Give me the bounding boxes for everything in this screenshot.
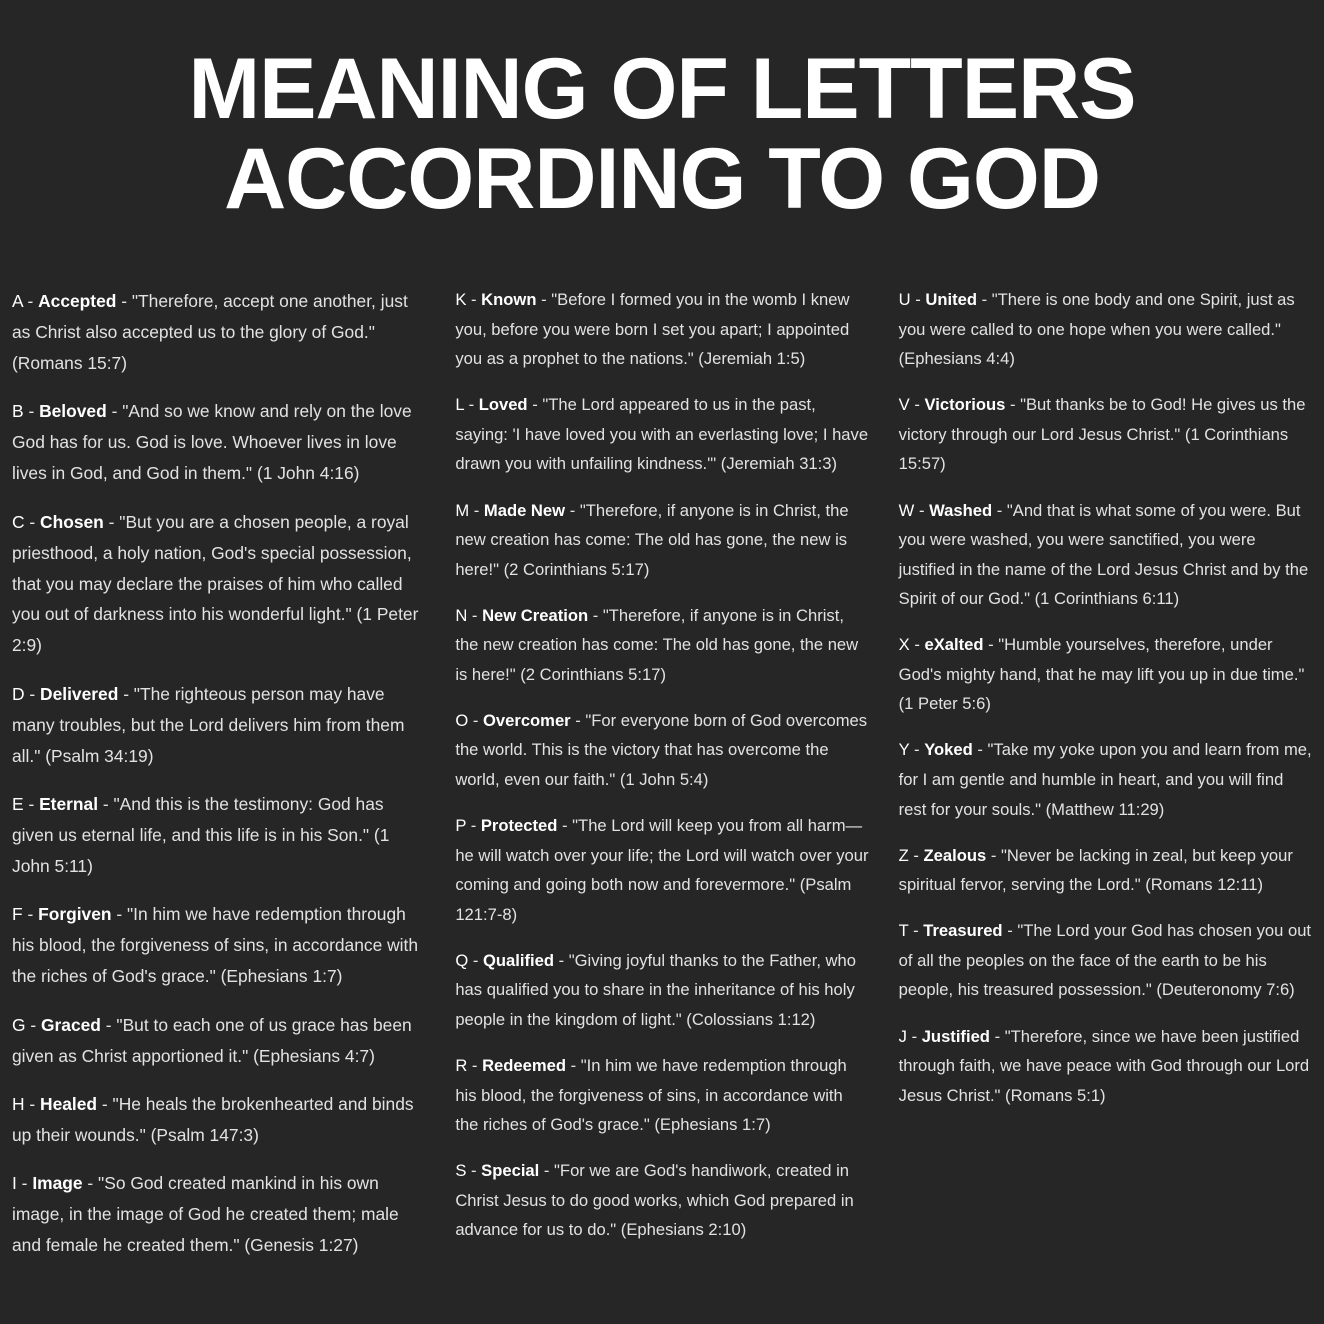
entry-n: N - New Creation - "Therefore, if anyone is in Christ, the new creation has come: The old has gone, the new is here!" (2 Corinthians 5:17) bbox=[455, 605, 859, 684]
entry-word: Beloved bbox=[39, 401, 107, 422]
entry-letter: W bbox=[898, 500, 915, 520]
entry-letter: L bbox=[455, 395, 464, 415]
entry-verse: - "The righteous person may have many troubles, but the Lord delivers him from them all." (Psalm 34:19) bbox=[12, 683, 405, 766]
entry-letter: G bbox=[12, 1014, 26, 1035]
entry-word: Eternal bbox=[39, 794, 99, 815]
entry-verse: - "Before I formed you in the womb I knew you, before you were born I set you apart; I appointed you as a prophet to the nations." (Jeremiah 1:5) bbox=[455, 290, 850, 369]
entry-verse: - "Take my yoke upon you and learn from me, for I am gentle and humble in heart, and you will find rest for your souls." (Matthew 11:29) bbox=[898, 740, 1312, 819]
entry-x: X - eXalted - "Humble yourselves, therefore, under God's mighty hand, that he may lift you up in due time." (1 Peter 5:6) bbox=[898, 635, 1305, 714]
entry-word: Zealous bbox=[923, 845, 987, 865]
entry-verse: - "For everyone born of God overcomes the world. This is the victory that has overcome the world, even our faith." (1 John 5:4) bbox=[455, 710, 868, 789]
entry-letter: J bbox=[898, 1026, 907, 1046]
entries-columns bbox=[0, 225, 1324, 1279]
entry-word: Redeemed bbox=[482, 1056, 566, 1076]
entry-verse: - "And that is what some of you were. But you were washed, you were sanctified, you were justified in the name of the Lord Jesus Christ and by the Spirit of our God." (1 Corinthians 6:11) bbox=[898, 500, 1309, 609]
entry-u: U - United - "There is one body and one Spirit, just as you were called to one hope when you were called." (Ephesians 4:4) bbox=[898, 290, 1295, 369]
entry-letter: Q bbox=[455, 950, 469, 970]
entry-w: W - Washed - "And that is what some of you were. But you were washed, you were sanctified, you were justified in the name of the Lord Jesus Christ and by the Spirit of our God." (1 Corinthians 6:11) bbox=[898, 500, 1309, 609]
entry-a: A - Accepted - "Therefore, accept one another, just as Christ also accepted us to the glory of God." (Romans 15:7) bbox=[12, 290, 408, 373]
entry-verse: - "Never be lacking in zeal, but keep your spiritual fervor, serving the Lord." (Romans 12:11) bbox=[898, 845, 1293, 895]
entry-letter: F bbox=[12, 904, 23, 925]
entry-letter: B bbox=[12, 401, 24, 422]
entry-word: Accepted bbox=[38, 290, 117, 311]
entry-word: eXalted bbox=[924, 635, 984, 655]
entry-letter: U bbox=[898, 290, 911, 310]
entry-word: Overcomer bbox=[483, 710, 571, 730]
entry-y: Y - Yoked - "Take my yoke upon you and learn from me, for I am gentle and humble in heart, and you will find rest for your souls." (Matthew 11:29) bbox=[898, 740, 1312, 819]
entry-letter: E bbox=[12, 794, 24, 815]
entry-verse: - "There is one body and one Spirit, just as you were called to one hope when you were called." (Ephesians 4:4) bbox=[898, 290, 1295, 369]
entry-p: P - Protected - "The Lord will keep you from all harm—he will watch over your life; the Lord will watch over your coming and going both now and forevermore." (Psalm 121:7-8) bbox=[455, 816, 869, 924]
entry-verse: - "But thanks be to God! He gives us the victory through our Lord Jesus Christ." (1 Corinthians 15:57) bbox=[898, 395, 1306, 474]
entry-letter: I bbox=[12, 1173, 17, 1194]
entry-verse: - "Giving joyful thanks to the Father, who has qualified you to share in the inheritance of his holy people in the kingdom of light." (Colossians 1:12) bbox=[455, 950, 856, 1029]
entry-letter: V bbox=[898, 395, 910, 415]
title-line-1: MEANING OF LETTERS bbox=[188, 41, 1136, 137]
entry-word: Justified bbox=[921, 1026, 990, 1046]
entry-verse: - "The Lord appeared to us in the past, saying: 'I have loved you with an everlasting love; I have drawn you with unfailing kindness.'" (Jeremiah 31:3) bbox=[455, 395, 869, 474]
entry-word: Graced bbox=[41, 1014, 101, 1035]
entry-b: B - Beloved - "And so we know and rely on the love God has for us. God is love. Whoever lives in love lives in God, and God in them." (1 John 4:16) bbox=[12, 401, 412, 484]
entry-verse: - "Therefore, if anyone is in Christ, the new creation has come: The old has gone, the new is here!" (2 Corinthians 5:17) bbox=[455, 500, 849, 579]
entry-word: Yoked bbox=[924, 740, 973, 760]
entry-verse: - "For we are God's handiwork, created in Christ Jesus to do good works, which God prepared in advance for us to do." (Ephesians 2:10) bbox=[455, 1161, 854, 1240]
entry-c: C - Chosen - "But you are a chosen people, a royal priesthood, a holy nation, God's special possession, that you may declare the praises of him who called you out of darkness into his wonderful light." (1 Peter 2:9) bbox=[12, 511, 419, 656]
entry-word: Washed bbox=[929, 500, 993, 520]
entry-verse: - "And so we know and rely on the love God has for us. God is love. Whoever lives in love lives in God, and God in them." (1 John 4:16) bbox=[12, 401, 412, 484]
entry-letter: Z bbox=[898, 845, 909, 865]
entry-word: Treasured bbox=[923, 921, 1003, 941]
entry-m: M - Made New - "Therefore, if anyone is in Christ, the new creation has come: The old has gone, the new is here!" (2 Corinthians 5:17) bbox=[455, 500, 849, 579]
entry-verse: - "So God created mankind in his own image, in the image of God he created them; male and female he created them." (Genesis 1:27) bbox=[12, 1173, 399, 1256]
entry-letter: K bbox=[455, 290, 467, 310]
entry-verse: - "Humble yourselves, therefore, under God's mighty hand, that he may lift you up in due time." (1 Peter 5:6) bbox=[898, 635, 1305, 714]
entry-t: T - Treasured - "The Lord your God has chosen you out of all the peoples on the face of the earth to be his people, his treasured possession." (Deuteronomy 7:6) bbox=[898, 921, 1312, 1000]
column-2 bbox=[455, 269, 868, 1279]
entry-d: D - Delivered - "The righteous person may have many troubles, but the Lord delivers him from them all." (Psalm 34:19) bbox=[12, 683, 405, 766]
entry-h: H - Healed - "He heals the brokenhearted and binds up their wounds." (Psalm 147:3) bbox=[12, 1094, 414, 1145]
entry-word: New Creation bbox=[482, 605, 589, 625]
entry-i: I - Image - "So God created mankind in his own image, in the image of God he created them; male and female he created them." (Genesis 1:27) bbox=[12, 1173, 399, 1256]
entry-word: Protected bbox=[480, 816, 558, 836]
entry-word: Known bbox=[481, 290, 537, 310]
entry-g: G - Graced - "But to each one of us grace has been given as Christ apportioned it." (Ephesians 4:7) bbox=[12, 1014, 412, 1066]
title-line-2: ACCORDING TO GOD bbox=[224, 131, 1100, 228]
entry-word: Chosen bbox=[40, 511, 104, 532]
entry-letter: H bbox=[12, 1094, 25, 1115]
entry-letter: D bbox=[12, 683, 25, 704]
entry-letter: O bbox=[455, 710, 469, 730]
entry-letter: X bbox=[898, 635, 910, 655]
entry-verse: - "And this is the testimony: God has given us eternal life, and this life is in his Son." (1 John 5:11) bbox=[12, 794, 390, 877]
entry-letter: M bbox=[455, 500, 470, 520]
entry-verse: - "Therefore, since we have been justified through faith, we have peace with God through our Lord Jesus Christ." (Romans 5:1) bbox=[898, 1026, 1310, 1105]
column-3 bbox=[899, 269, 1312, 1279]
entry-word: Qualified bbox=[483, 950, 554, 970]
entry-verse: - "The Lord will keep you from all harm—he will watch over your life; the Lord will watch over your coming and going both now and forevermore." (Psalm 121:7-8) bbox=[455, 816, 869, 924]
entry-verse: - "But to each one of us grace has been given as Christ apportioned it." (Ephesians 4:7) bbox=[12, 1014, 412, 1066]
entry-word: Image bbox=[32, 1173, 83, 1194]
entry-l: L - Loved - "The Lord appeared to us in the past, saying: 'I have loved you with an everlasting love; I have drawn you with unfailing kindness.'" (Jeremiah 31:3) bbox=[455, 395, 869, 474]
entry-word: Delivered bbox=[40, 683, 119, 704]
entry-word: Victorious bbox=[924, 395, 1006, 415]
entry-verse: - "But you are a chosen people, a royal priesthood, a holy nation, God's special possession, that you may declare the praises of him who called you out of darkness into his wonderful light." (1 Peter 2:9) bbox=[12, 511, 419, 656]
page-title bbox=[0, 0, 1324, 228]
entry-s: S - Special - "For we are God's handiwork, created in Christ Jesus to do good works, which God prepared in advance for us to do." (Ephesians 2:10) bbox=[455, 1161, 854, 1240]
entry-v: V - Victorious - "But thanks be to God! He gives us the victory through our Lord Jesus Christ." (1 Corinthians 15:57) bbox=[898, 395, 1306, 474]
entry-verse: - "The Lord your God has chosen you out of all the peoples on the face of the earth to be his people, his treasured possession." (Deuteronomy 7:6) bbox=[898, 921, 1312, 1000]
entry-o: O - Overcomer - "For everyone born of God overcomes the world. This is the victory that has overcome the world, even our faith." (1 John 5:4) bbox=[455, 710, 868, 789]
entry-letter: C bbox=[12, 511, 25, 532]
entry-letter: T bbox=[898, 921, 909, 941]
column-1 bbox=[12, 269, 425, 1279]
entry-q: Q - Qualified - "Giving joyful thanks to the Father, who has qualified you to share in the inheritance of his holy people in the kingdom of light." (Colossians 1:12) bbox=[455, 950, 856, 1029]
entry-verse: - "Therefore, accept one another, just as Christ also accepted us to the glory of God." (Romans 15:7) bbox=[12, 290, 408, 373]
entry-z: Z - Zealous - "Never be lacking in zeal, but keep your spiritual fervor, serving the Lord." (Romans 12:11) bbox=[898, 845, 1293, 895]
entry-verse: - "In him we have redemption through his blood, the forgiveness of sins, in accordance with the riches of God's grace." (Ephesians 1:7) bbox=[455, 1056, 847, 1135]
entry-letter: A bbox=[12, 290, 23, 311]
entry-letter: N bbox=[455, 605, 468, 625]
entry-word: Made New bbox=[483, 500, 566, 520]
entry-k: K - Known - "Before I formed you in the womb I knew you, before you were born I set you apart; I appointed you as a prophet to the nations." (Jeremiah 1:5) bbox=[455, 290, 850, 369]
entry-word: Healed bbox=[40, 1094, 98, 1115]
entry-verse: - "Therefore, if anyone is in Christ, the new creation has come: The old has gone, the new is here!" (2 Corinthians 5:17) bbox=[455, 605, 859, 684]
entry-word: Special bbox=[481, 1161, 540, 1181]
entry-letter: S bbox=[455, 1161, 467, 1181]
entry-r: R - Redeemed - "In him we have redemption through his blood, the forgiveness of sins, in accordance with the riches of God's grace." (Ephesians 1:7) bbox=[455, 1056, 847, 1135]
entry-verse: - "He heals the brokenhearted and binds up their wounds." (Psalm 147:3) bbox=[12, 1094, 414, 1145]
entry-word: Forgiven bbox=[38, 904, 112, 925]
entry-f: F - Forgiven - "In him we have redemption through his blood, the forgiveness of sins, in accordance with the riches of God's grace." (Ephesians 1:7) bbox=[12, 904, 419, 987]
entry-word: United bbox=[925, 290, 978, 310]
entry-j: J - Justified - "Therefore, since we have been justified through faith, we have peace with God through our Lord Jesus Christ." (Romans 5:1) bbox=[898, 1026, 1310, 1105]
entry-letter: P bbox=[455, 816, 467, 836]
entry-letter: R bbox=[455, 1056, 468, 1076]
entry-e: E - Eternal - "And this is the testimony: God has given us eternal life, and this life is in his Son." (1 John 5:11) bbox=[12, 794, 390, 877]
entry-word: Loved bbox=[478, 395, 528, 415]
entry-letter: Y bbox=[898, 740, 910, 760]
entry-verse: - "In him we have redemption through his blood, the forgiveness of sins, in accordance with the riches of God's grace." (Ephesians 1:7) bbox=[12, 904, 419, 987]
